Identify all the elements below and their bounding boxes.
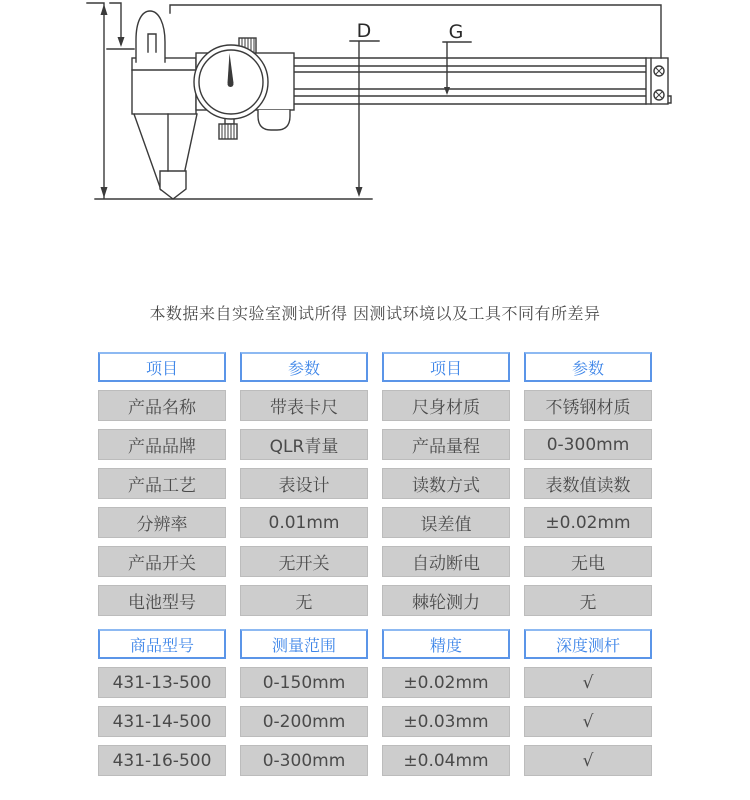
dimension-label-g: G [448, 21, 464, 43]
spec-cell: 产品名称 [98, 390, 226, 421]
model-cell: ±0.02mm [382, 667, 510, 698]
model-header-cell: 精度 [382, 629, 510, 659]
model-table [98, 629, 652, 776]
model-cell: 431-13-500 [98, 667, 226, 698]
spec-cell: 产品品牌 [98, 429, 226, 460]
spec-cell: 无 [240, 585, 368, 616]
model-cell: ±0.03mm [382, 706, 510, 737]
bottom-thumb-wheel [219, 117, 237, 139]
spec-cell: 无开关 [240, 546, 368, 577]
lower-jaw [134, 114, 197, 199]
spec-cell: 0-300mm [524, 429, 652, 460]
thumb-rest [258, 110, 290, 130]
spec-cell: ±0.02mm [524, 507, 652, 538]
model-header-cell: 测量范围 [240, 629, 368, 659]
beam-end-cap [646, 58, 671, 104]
spec-cell: 不锈钢材质 [524, 390, 652, 421]
spec-cell: QLR青量 [240, 429, 368, 460]
dial-indicator [194, 45, 268, 119]
model-cell: 431-14-500 [98, 706, 226, 737]
model-cell-checkmark: √ [524, 706, 652, 737]
spec-header-cell: 项目 [98, 352, 226, 382]
caliper-diagram [0, 0, 750, 235]
caliper-technical-drawing [0, 0, 750, 235]
model-header-cell: 商品型号 [98, 629, 226, 659]
spec-cell: 读数方式 [382, 468, 510, 499]
dimension-label-d: D [356, 20, 372, 42]
spec-table [98, 352, 652, 616]
upper-jaw [136, 11, 165, 62]
spec-header-cell: 参数 [524, 352, 652, 382]
model-cell-checkmark: √ [524, 745, 652, 776]
lab-test-note: 本数据来自实验室测试所得 因测试环境以及工具不同有所差异 [149, 304, 601, 323]
spec-cell: 表数值读数 [524, 468, 652, 499]
spec-header-cell: 参数 [240, 352, 368, 382]
fixed-jaw-body [132, 58, 196, 114]
spec-cell: 自动断电 [382, 546, 510, 577]
spec-cell: 产品工艺 [98, 468, 226, 499]
model-cell-checkmark: √ [524, 667, 652, 698]
spec-cell: 尺身材质 [382, 390, 510, 421]
spec-cell: 产品量程 [382, 429, 510, 460]
spec-cell: 表设计 [240, 468, 368, 499]
spec-header-cell: 项目 [382, 352, 510, 382]
spec-cell: 无 [524, 585, 652, 616]
spec-cell: 产品开关 [98, 546, 226, 577]
caliper-beam [294, 58, 646, 104]
model-cell: 431-16-500 [98, 745, 226, 776]
spec-cell: 电池型号 [98, 585, 226, 616]
model-cell: 0-150mm [240, 667, 368, 698]
model-cell: 0-300mm [240, 745, 368, 776]
spec-cell: 带表卡尺 [240, 390, 368, 421]
spec-cell: 棘轮测力 [382, 585, 510, 616]
model-cell: 0-200mm [240, 706, 368, 737]
model-header-cell: 深度测杆 [524, 629, 652, 659]
spec-cell: 误差值 [382, 507, 510, 538]
spec-cell: 分辨率 [98, 507, 226, 538]
model-cell: ±0.04mm [382, 745, 510, 776]
spec-cell: 无电 [524, 546, 652, 577]
spec-cell: 0.01mm [240, 507, 368, 538]
